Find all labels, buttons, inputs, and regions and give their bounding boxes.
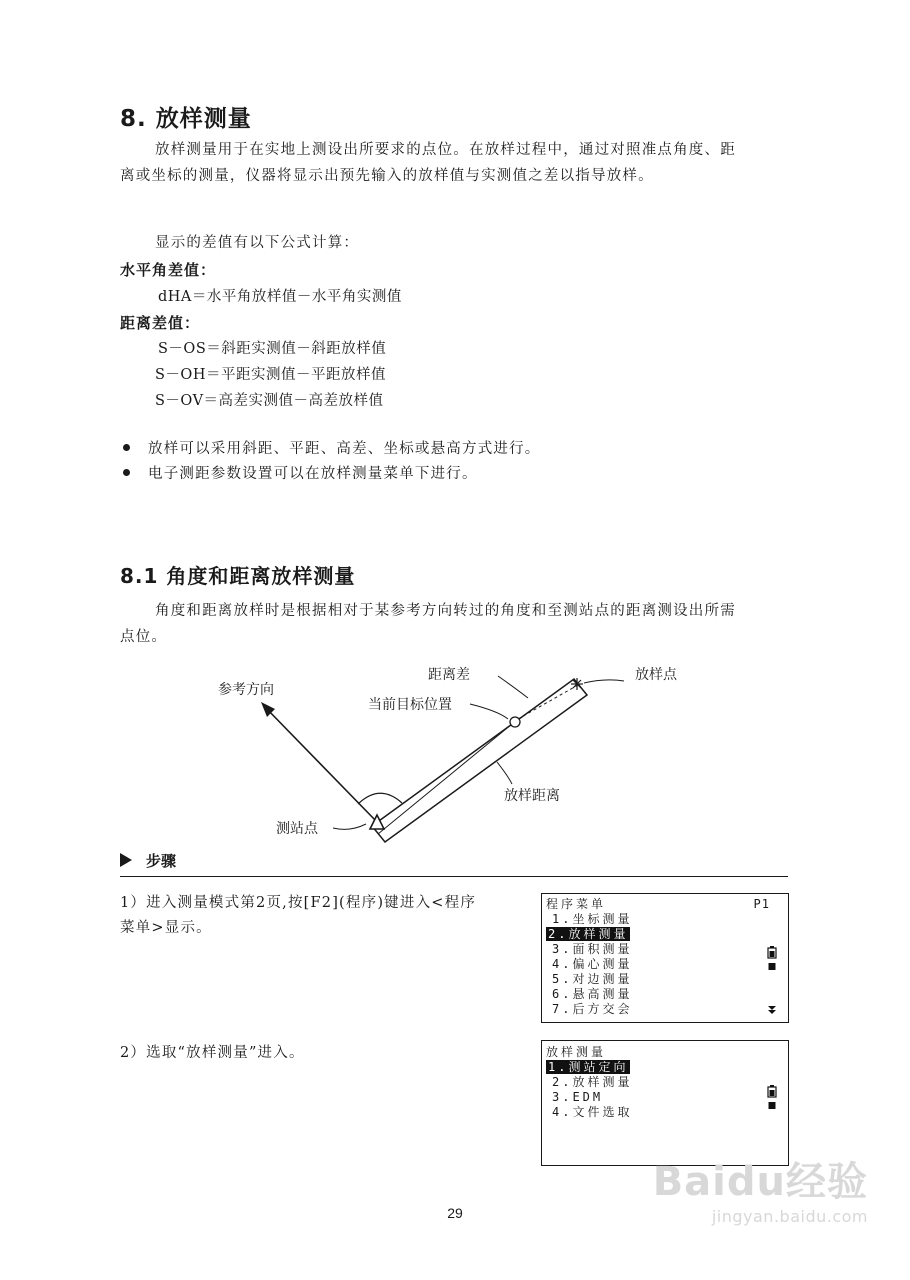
section-line-1: 角度和距离放样时是根据相对于某参考方向转过的角度和至测站点的距离测设出所需 xyxy=(155,603,736,619)
section-heading: 8.1 角度和距离放样测量 xyxy=(120,564,356,588)
menu-item[interactable]: 7.后方交会 xyxy=(552,1002,633,1016)
label-ref-direction: 参考方向 xyxy=(218,682,274,698)
menu-item[interactable]: 2.放样测量 xyxy=(552,1075,633,1089)
formula-s-ov: S－OV＝高差实测值－高差放样值 xyxy=(155,393,384,409)
page-number: 29 xyxy=(447,1205,463,1221)
screen-title: 放样测量 xyxy=(546,1045,607,1059)
menu-item-selected[interactable]: 1.测站定向 xyxy=(548,1060,629,1074)
menu-item[interactable]: 3.EDM xyxy=(552,1090,604,1104)
section-line-2: 点位。 xyxy=(120,629,168,645)
station-leader xyxy=(333,824,366,829)
diff-intro: 显示的差值有以下公式计算： xyxy=(155,235,360,251)
menu-item[interactable]: 1.坐标测量 xyxy=(552,912,633,926)
label-dist-diff: 距离差 xyxy=(428,667,470,683)
stakeout-diagram xyxy=(0,650,910,850)
menu-item[interactable]: 5.对边测量 xyxy=(552,972,633,986)
bullet-text: 放样可以采用斜距、平距、高差、坐标或悬高方式进行。 xyxy=(148,441,541,457)
step-1-line-1: 1）进入测量模式第2页,按[F2](程序)键进入<程序 xyxy=(120,895,477,911)
horiz-angle-formula: dHA＝水平角放样值－水平角实测值 xyxy=(158,289,402,305)
label-stakeout-distance: 放样距离 xyxy=(504,788,560,804)
battery-icon xyxy=(767,1085,777,1111)
reference-direction-line xyxy=(264,706,377,822)
current-target-leader xyxy=(470,704,508,719)
screen-title: 程序菜单 xyxy=(546,897,607,911)
menu-item[interactable]: 3.面积测量 xyxy=(552,942,633,956)
horiz-angle-label: 水平角差值： xyxy=(120,261,217,279)
steps-header xyxy=(120,850,788,877)
menu-item[interactable]: 6.悬高测量 xyxy=(552,987,633,1001)
bullet-text: 电子测距参数设置可以在放样测量菜单下进行。 xyxy=(148,466,478,482)
screen-page-indicator: P1 xyxy=(753,897,770,911)
label-station: 测站点 xyxy=(276,821,318,837)
distance-diff-label: 距离差值： xyxy=(120,314,201,332)
intro-line-2: 离或坐标的测量，仪器将显示出预先输入的放样值与实测值之差以指导放样。 xyxy=(120,168,654,184)
step-2-text: 2）选取“放样测量”进入。 xyxy=(120,1045,305,1061)
label-stakeout-point: 放样点 xyxy=(635,667,677,683)
program-menu-screen xyxy=(541,893,789,1023)
angle-arc xyxy=(358,793,402,804)
scroll-down-icon[interactable] xyxy=(768,1006,776,1015)
steps-title: 步骤 xyxy=(146,852,177,870)
stakeout-point-leader xyxy=(584,680,624,683)
bullet-dot-icon xyxy=(123,444,130,451)
bullet-item xyxy=(123,462,478,483)
bullet-dot-icon xyxy=(123,469,130,476)
stakeout-distance-leader xyxy=(497,762,512,784)
label-current-target: 当前目标位置 xyxy=(368,697,452,713)
watermark xyxy=(653,1150,868,1226)
battery-icon xyxy=(767,946,777,972)
intro-line-1: 放样测量用于在实地上测设出所要求的点位。在放样过程中，通过对照准点角度、距 xyxy=(155,142,736,158)
step-1-line-2: 菜单>显示。 xyxy=(120,920,212,936)
page-title: 8. 放样测量 xyxy=(120,106,252,132)
formula-s-oh: S－OH＝平距实测值－平距放样值 xyxy=(155,367,386,383)
dist-diff-leader xyxy=(498,676,528,698)
menu-item-selected[interactable]: 2.放样测量 xyxy=(548,927,629,941)
triangle-right-icon xyxy=(120,853,132,867)
menu-item[interactable]: 4.文件选取 xyxy=(552,1105,633,1119)
watermark-url: jingyan.baidu.com xyxy=(711,1207,868,1226)
current-target-circle xyxy=(510,717,520,727)
screen-title-row xyxy=(542,897,788,912)
bullet-item xyxy=(123,437,541,458)
stakeout-menu-screen xyxy=(541,1040,789,1166)
measured-line xyxy=(378,724,512,834)
formula-s-os: S－OS＝斜距实测值－斜距放样值 xyxy=(158,341,387,357)
menu-item[interactable]: 4.偏心测量 xyxy=(552,957,633,971)
watermark-brand: Baidu经验 xyxy=(652,1159,868,1205)
